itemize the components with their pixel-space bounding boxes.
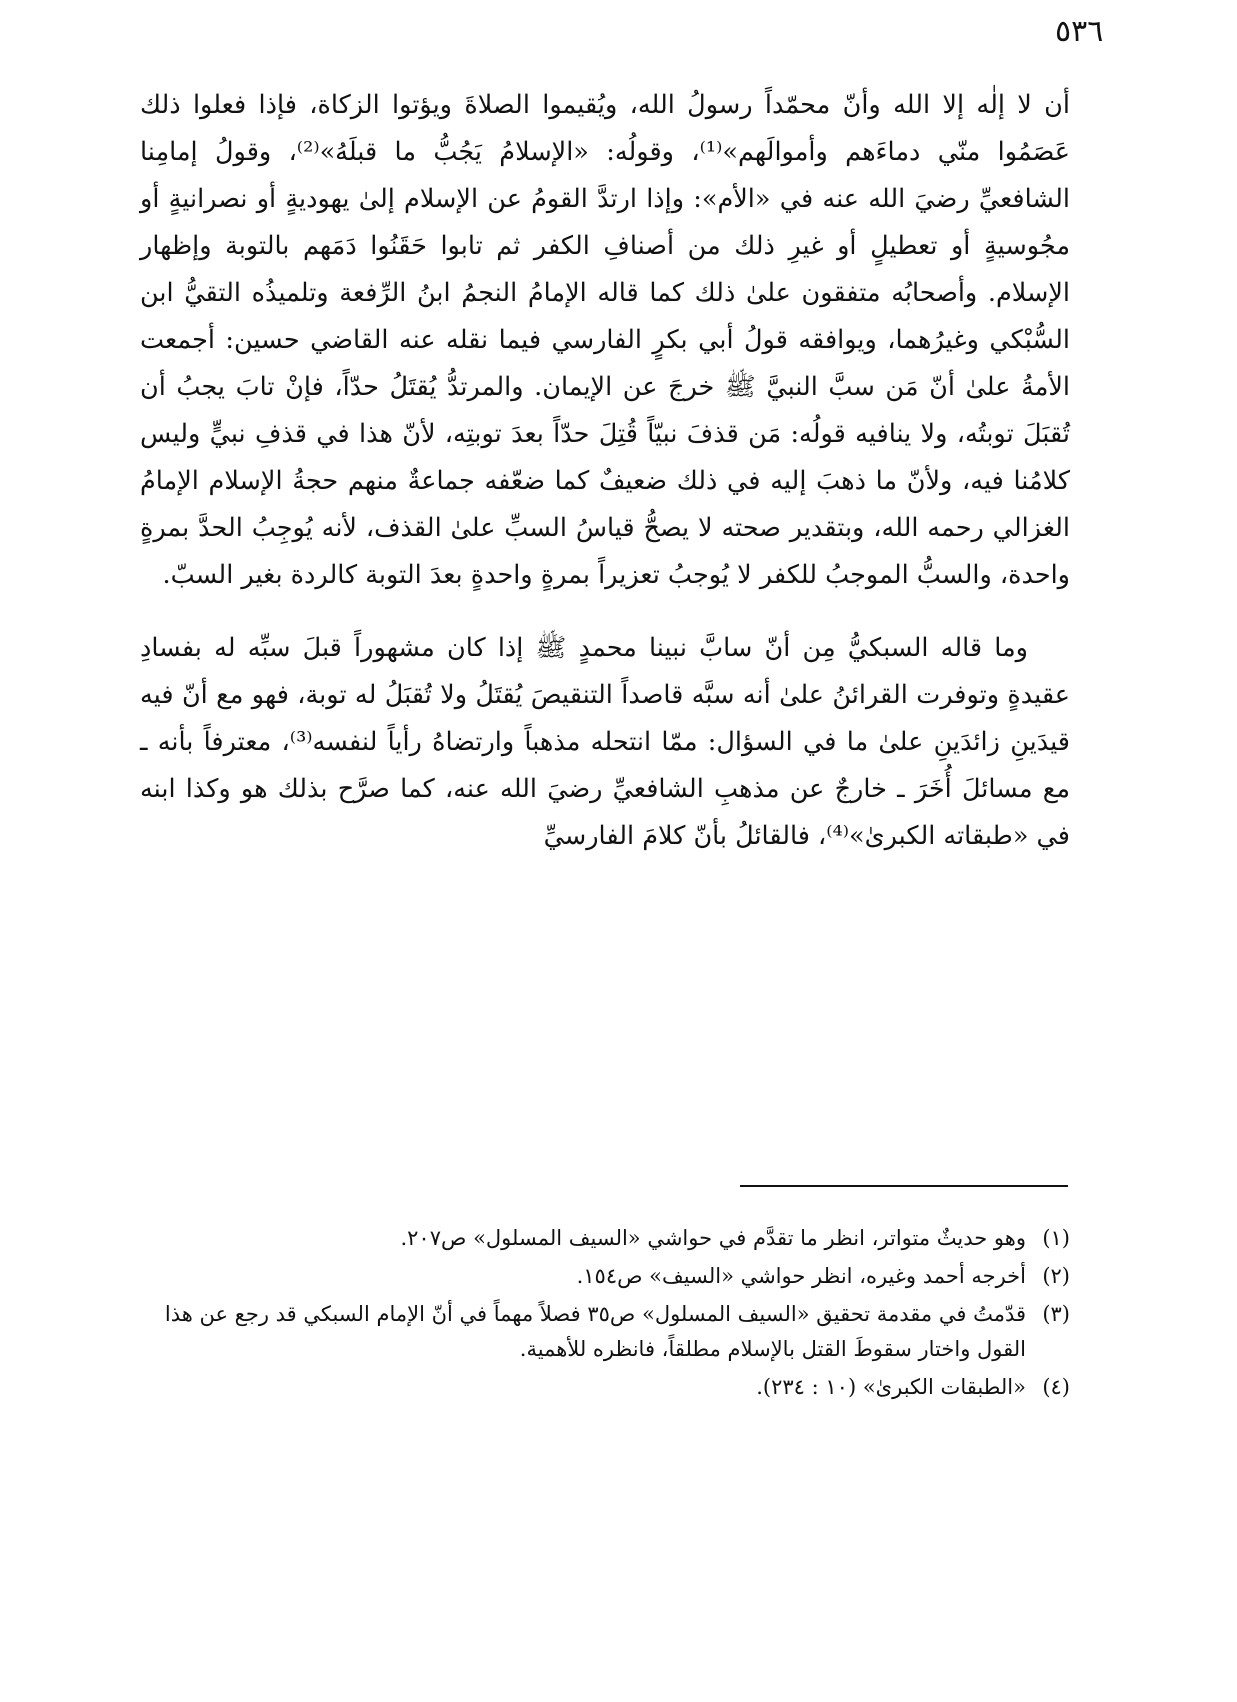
footnote-separator — [740, 1185, 1068, 1187]
footnote-number: (١) — [1042, 1226, 1070, 1250]
footnote-number: (٣) — [1042, 1302, 1070, 1326]
paragraph: وما قاله السبكيُّ مِن أنّ سابَّ نبينا محمدٍ ﷺ إذا كان مشهوراً قبلَ سبِّه له بفسادِ عقيدةٍ وتوفرت القرائنُ علىٰ أنه سبَّه قاصداً التنقيصَ يُقتَلُ ولا تُقبَلُ له توبة، فهو مع أنّ فيه قيدَينِ زائدَينِ علىٰ ما في السؤال: ممّا انتحله مذهباً وارتضاهُ رأياً لنفسه⁽³⁾، معترفاً بأنه ـ مع مسائلَ أُخَرَ ـ خارجٌ عن مذهبِ الشافعيِّ رضيَ الله عنه، كما صرَّح بذلك هو وكذا ابنه في «طبقاته الكبرىٰ»⁽⁴⁾، فالقائلُ بأنّ كلامَ الفارسيِّ — [140, 633, 1070, 851]
footnote-text: قدّمتُ في مقدمة تحقيق «السيف المسلول» ص٣٥ فصلاً مهماً في أنّ الإمام السبكي قد رجع عن هذا القول واختار سقوطَ القتل بالإسلام مطلقاً، فانظره للأهمية. — [164, 1302, 1026, 1361]
page-number: ٥٣٦ — [1055, 14, 1104, 49]
footnote-text: أخرجه أحمد وغيره، انظر حواشي «السيف» ص١٥٤. — [576, 1264, 1026, 1288]
main-text — [140, 82, 1070, 860]
footnote — [140, 1370, 1070, 1405]
footnote-number: (٢) — [1042, 1264, 1070, 1288]
paragraph: أن لا إلٰه إلا الله وأنّ محمّداً رسولُ الله، ويُقيموا الصلاةَ ويؤتوا الزكاة، فإذا فعلوا ذلك عَصَمُوا منّي دماءَهم وأموالَهم»⁽¹⁾، وقولُه: «الإسلامُ يَجُبُّ ما قبلَهُ»⁽²⁾، وقولُ إمامِنا الشافعيِّ رضيَ الله عنه في «الأم»: وإذا ارتدَّ القومُ عن الإسلام إلىٰ يهوديةٍ أو نصرانيةٍ أو مجُوسيةٍ أو تعطيلٍ أو غيرِ ذلك من أصنافِ الكفر ثم تابوا حَقَنُوا دَمَهم بالتوبة وإظهار الإسلام. وأصحابُه متفقون علىٰ ذلك كما قاله الإمامُ النجمُ ابنُ الرِّفعة وتلميذُه التقيُّ ابن السُّبْكي وغيرُهما، ويوافقه قولُ أبي بكرٍ الفارسي فيما نقله عنه القاضي حسين: أجمعت الأمةُ علىٰ أنّ مَن سبَّ النبيَّ ﷺ خرجَ عن الإيمان. والمرتدُّ يُقتَلُ حدّاً، فإنْ تابَ يجبُ أن تُقبَلَ توبتُه، ولا ينافيه قولُه: مَن قذفَ نبيّاً قُتِلَ حدّاً بعدَ توبتِه، لأنّ هذا في قذفِ نبيٍّ وليس كلامُنا فيه، ولأنّ ما ذهبَ إليه في ذلك ضعيفٌ كما ضعّفه جماعةٌ منهم حجةُ الإسلام الإمامُ الغزالي رحمه الله، وبتقدير صحته لا يصحُّ قياسُ السبِّ علىٰ القذف، لأنه يُوجِبُ الحدَّ بمرةٍ واحدة، والسبُّ الموجبُ للكفر لا يُوجبُ تعزيراً بمرةٍ واحدةٍ بعدَ التوبة كالردة بغير السبّ. — [140, 90, 1071, 590]
footnote-text: وهو حديثٌ متواتر، انظر ما تقدَّم في حواشي «السيف المسلول» ص٢٠٧. — [400, 1226, 1026, 1250]
footnote — [140, 1297, 1070, 1367]
footnote — [140, 1221, 1070, 1256]
footnote — [140, 1259, 1070, 1294]
footnote-number: (٤) — [1042, 1375, 1070, 1399]
footnote-text: «الطبقات الكبرىٰ» (١٠ : ٢٣٤). — [756, 1375, 1026, 1399]
footnotes — [140, 1218, 1070, 1408]
